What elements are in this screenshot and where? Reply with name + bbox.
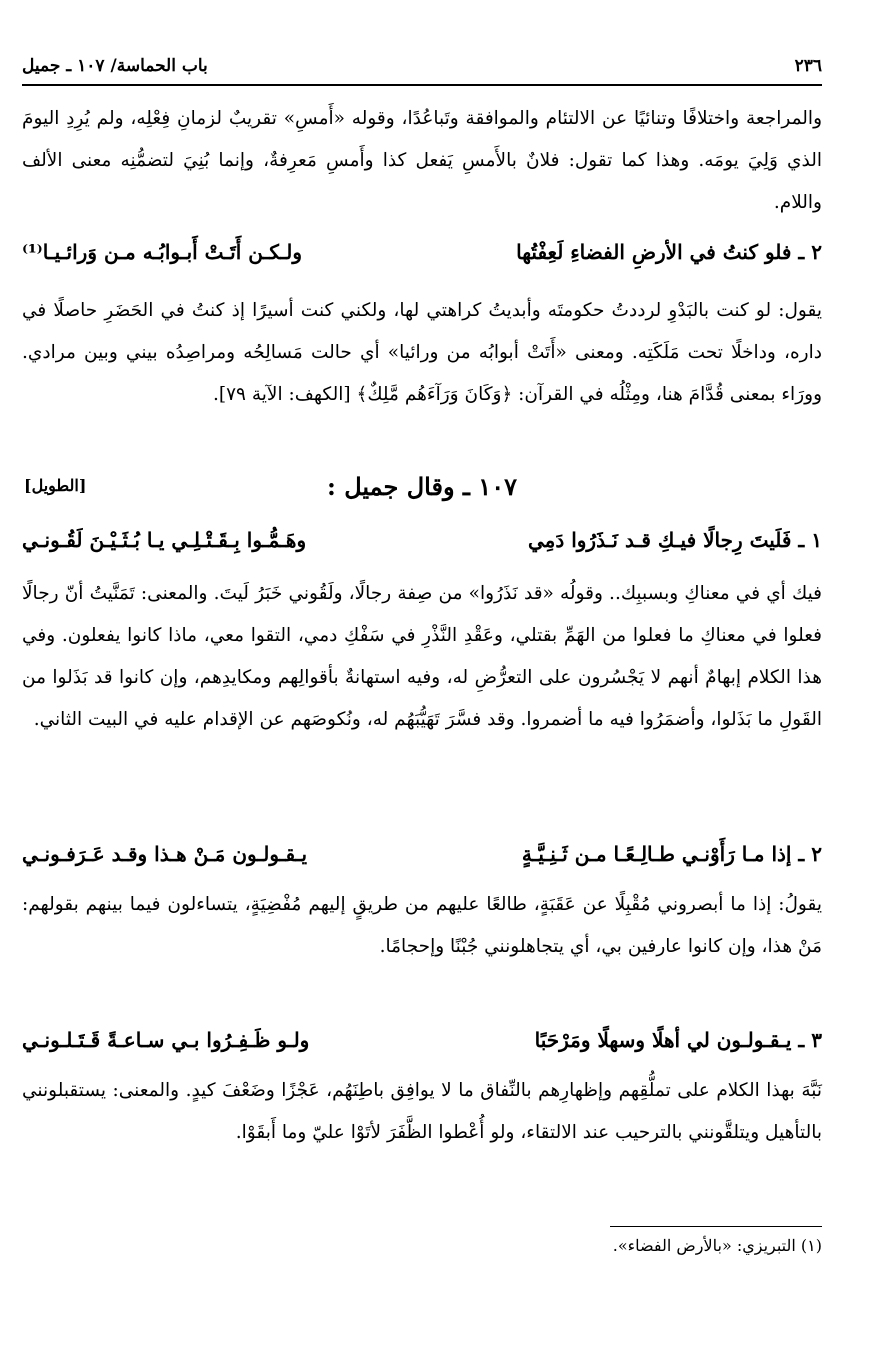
- verse-1: [22, 528, 822, 552]
- header-divider: [22, 84, 822, 86]
- page-number: ٢٣٦: [794, 56, 822, 76]
- verse-1-second-hemistich: وهَـمُّـوا بِـقَـتْـلِـي يـا بُـثَـيْـنَ لَقُـونـي: [22, 528, 307, 552]
- running-title: باب الحماسة/ ١٠٧ ـ جميل: [22, 56, 208, 76]
- footnote: (١) التبريزي: «بالأرض الفضاء».: [612, 1236, 822, 1255]
- commentary-paragraph-4: يقولُ: إذا ما أبصروني مُقْبِلًا عن عَقَبَةٍ، طالعًا عليهم من طريقٍ إليهم مُفْضِيَةٍ، يتساءلون فيما بينهم بقولهم: مَنْ هذا، وإن كانوا عارفين بي، أي يتجاهلونني جُبْنًا وإحجامًا.: [22, 894, 822, 957]
- verse-2b: [22, 842, 822, 866]
- footnote-divider: [610, 1226, 822, 1227]
- verse-2-first-hemistich: ٢ ـ فلو كنتُ في الأرضِ الفضاءِ لَعِفْتُها: [516, 240, 822, 264]
- commentary-paragraph-2: يقول: لو كنت بالبَدْوِ لرددتُ حكومتَه وأبديتُ كراهتي لها، ولكني كنت أسيرًا إذ كنتُ في الحَضَرِ حاصلًا في داره، وداخلًا تحت مَلَكَتِه. ومعنى «أَتَتْ أبوابُه من ورائيا» أي حالت مَسالِحُه ومراصِدُه بيني وبين مرادي. وورَاء بمعنى قُدَّامَ هنا، ومِثْلُه في القرآن: ﴿وَكَانَ وَرَآءَهُم مَّلِكٌ﴾ [الكهف: الآية ٧٩].: [22, 300, 822, 405]
- poem-heading: [22, 472, 822, 508]
- commentary-paragraph-3: فيك أي في معناكِ وبسببِك.. وقولُه «قد نَذَرُوا» من صِفة رجالًا، ولَقُوني خَبَرُ لَيتَ. والمعنى: تَمَنَّيتُ أنّ رجالًا فعلوا في معناكِ ما فعلوا من الهَمِّ بقتلي، وعَقْدِ النَّذْرِ في سَفْكِ دمي، التقوا معي، ماذا كانوا يفعلون. وفي هذا الكلام إبهامٌ أنهم لا يَجْسُرون على التعرُّضِ له، وفيه استهانةٌ بأقوالِهم ومكايدِهم، وإن كانوا قد بَذَلوا من القَولِ ما بَذَلوا، وأضمَرُوا فيه ما أضمروا. وقد فسَّرَ تَهَيُّبَهُم له، ونُكوصَهم عن الإقدام عليه في البيت الثاني.: [22, 583, 822, 730]
- page-header: [22, 50, 822, 82]
- commentary-paragraph-1: والمراجعة واختلافًا وتنائيًا عن الالتئام والموافقة وتَباعُدًا، وقوله «أَمسِ» تقريبٌ لزمانِ فِعْلِه، ولم يُرِدِ اليومَ الذي وَلِيَ يومَه. وهذا كما تقول: فلانٌ بالأَمسِ يَفعل كذا وأَمسِ مَعرِفةٌ، وإنما بُنِيَ لتضمُّنِه معنى الألف واللام.: [22, 108, 822, 213]
- commentary-paragraph-5: نَبَّهَ بهذا الكلام على تملُّقِهم وإظهارِهم بالنِّفاق ما لا يوافِق باطِنَهُم، عَجْزًا وضَعْفَ كيدٍ. والمعنى: يستقبلونني بالتأهيل ويتلقَّونني بالترحيب عند الالتقاء، ولو أُعْطوا الظَّفَرَ لأتَوْا عليّ وما أَبقَوْا.: [22, 1080, 822, 1143]
- verse-2-second-hemistich: ولـكـن أَتَـتْ أَبـوابُـه مـن وَرائـيـا⁽¹⁾: [22, 240, 303, 264]
- poem-title: ١٠٧ ـ وقال جميل :: [327, 472, 517, 501]
- verse-3-second-hemistich: ولـو ظَـفِـرُوا بـي سـاعـةً قَـتَـلـونـي: [22, 1028, 310, 1052]
- verse-3: [22, 1028, 822, 1052]
- verse-1-first-hemistich: ١ ـ فَلَيتَ رِجالًا فيـكِ قـد نَـذَرُوا دَمِي: [527, 528, 822, 552]
- verse-2b-first-hemistich: ٢ ـ إذا مـا رَأَوْنـي طـالِـعًـا مـن ثَـنِـيَّـةٍ: [521, 842, 822, 866]
- verse-2: [22, 240, 822, 264]
- verse-2b-second-hemistich: يـقـولـون مَـنْ هـذا وقـد عَـرَفـونـي: [22, 842, 308, 866]
- verse-3-first-hemistich: ٣ ـ يـقـولـون لي أهلًا وسهلًا ومَرْحَبًا: [534, 1028, 822, 1052]
- poem-meter: [الطويل]: [24, 476, 87, 495]
